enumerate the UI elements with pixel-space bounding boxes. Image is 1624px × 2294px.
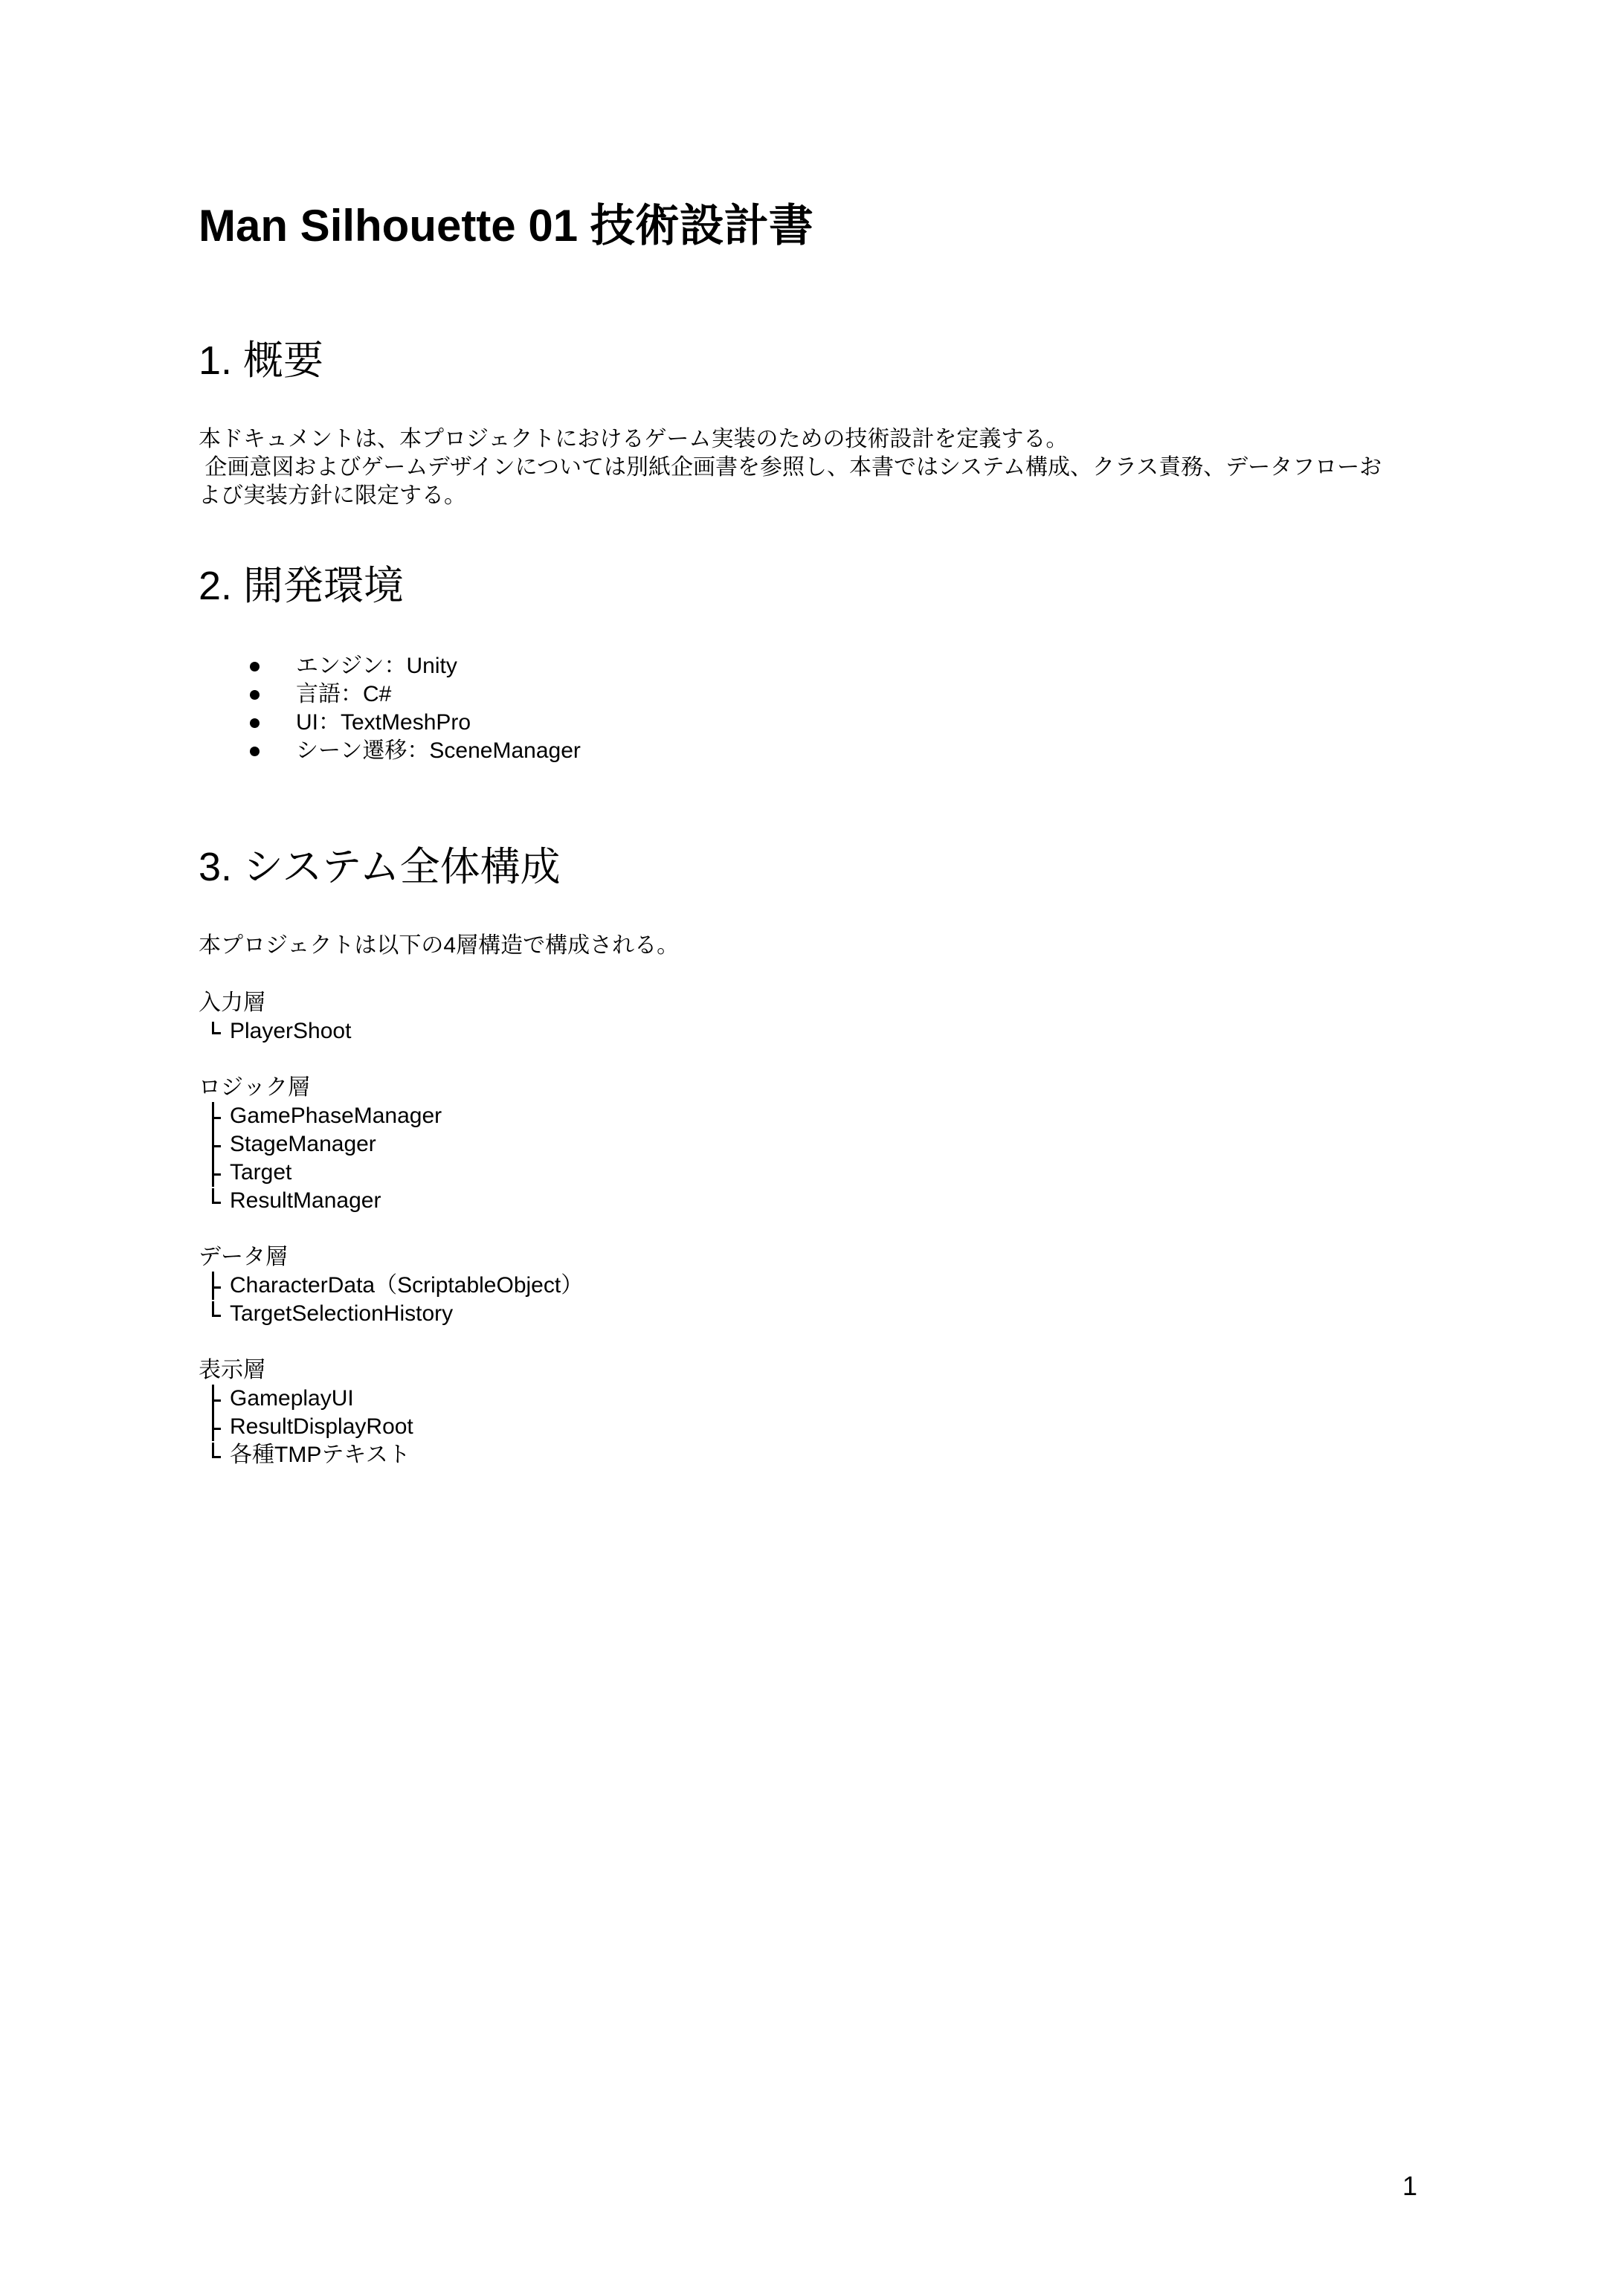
bullet-item: エンジン：Unity [245, 652, 581, 680]
tree-branch-end-icon [212, 1300, 222, 1328]
paragraph-line: 本ドキュメントは、本プロジェクトにおけるゲーム実装のための技術設計を定義する。 [199, 427, 1069, 451]
tree-item: PlayerShoot [199, 1017, 351, 1045]
tree-item: CharacterData（ScriptableObject） [199, 1272, 583, 1300]
document-title: Man Silhouette 01 技術設計書 [199, 201, 813, 251]
layer-heading-data: データ層 [199, 1245, 288, 1269]
bullet-item: シーン遷移：SceneManager [245, 737, 581, 765]
dev-environment-list [245, 652, 581, 765]
layer-heading-logic: ロジック層 [199, 1075, 310, 1100]
paragraph-line: 企画意図およびゲームデザインについては別紙企画書を参照し、本書ではシステム構成、クラス責務、データフローお [199, 455, 1382, 480]
tree-branch-end-icon [212, 1441, 222, 1469]
section-heading-system-architecture: 3. システム全体構成 [199, 845, 561, 889]
tree-item: Target [199, 1159, 442, 1187]
bullet-item: 言語：C# [245, 680, 581, 709]
layer-heading-input: 入力層 [199, 990, 265, 1015]
tree-item: GamePhaseManager [199, 1102, 442, 1130]
tree-branch-icon [212, 1272, 222, 1300]
overview-paragraph [199, 425, 1463, 510]
bullet-item: UI：TextMeshPro [245, 709, 581, 737]
paragraph-line: よび実装方針に限定する。 [199, 483, 466, 508]
architecture-intro: 本プロジェクトは以下の4層構造で構成される。 [199, 933, 680, 958]
tree-branch-icon [212, 1159, 222, 1187]
section-heading-dev-environment: 2. 開発環境 [199, 564, 405, 608]
tree-item: StageManager [199, 1130, 442, 1159]
tree-branch-icon [212, 1130, 222, 1159]
tree-item: ResultDisplayRoot [199, 1413, 413, 1441]
page-number: 1 [1402, 2171, 1418, 2201]
tree-item: TargetSelectionHistory [199, 1300, 583, 1328]
tree-item: GameplayUI [199, 1385, 413, 1413]
tree-item: 各種TMPテキスト [199, 1441, 413, 1469]
tree-branch-icon [212, 1413, 222, 1441]
tree-branch-end-icon [212, 1017, 222, 1045]
tree-branch-end-icon [212, 1187, 222, 1215]
section-heading-overview: 1. 概要 [199, 338, 324, 383]
layer-tree-data [199, 1272, 583, 1328]
layer-tree-logic [199, 1102, 442, 1215]
layer-tree-input [199, 1017, 351, 1045]
tree-item: ResultManager [199, 1187, 442, 1215]
layer-tree-display [199, 1385, 413, 1469]
tree-branch-icon [212, 1102, 222, 1130]
layer-heading-display: 表示層 [199, 1358, 265, 1382]
tree-branch-icon [212, 1385, 222, 1413]
